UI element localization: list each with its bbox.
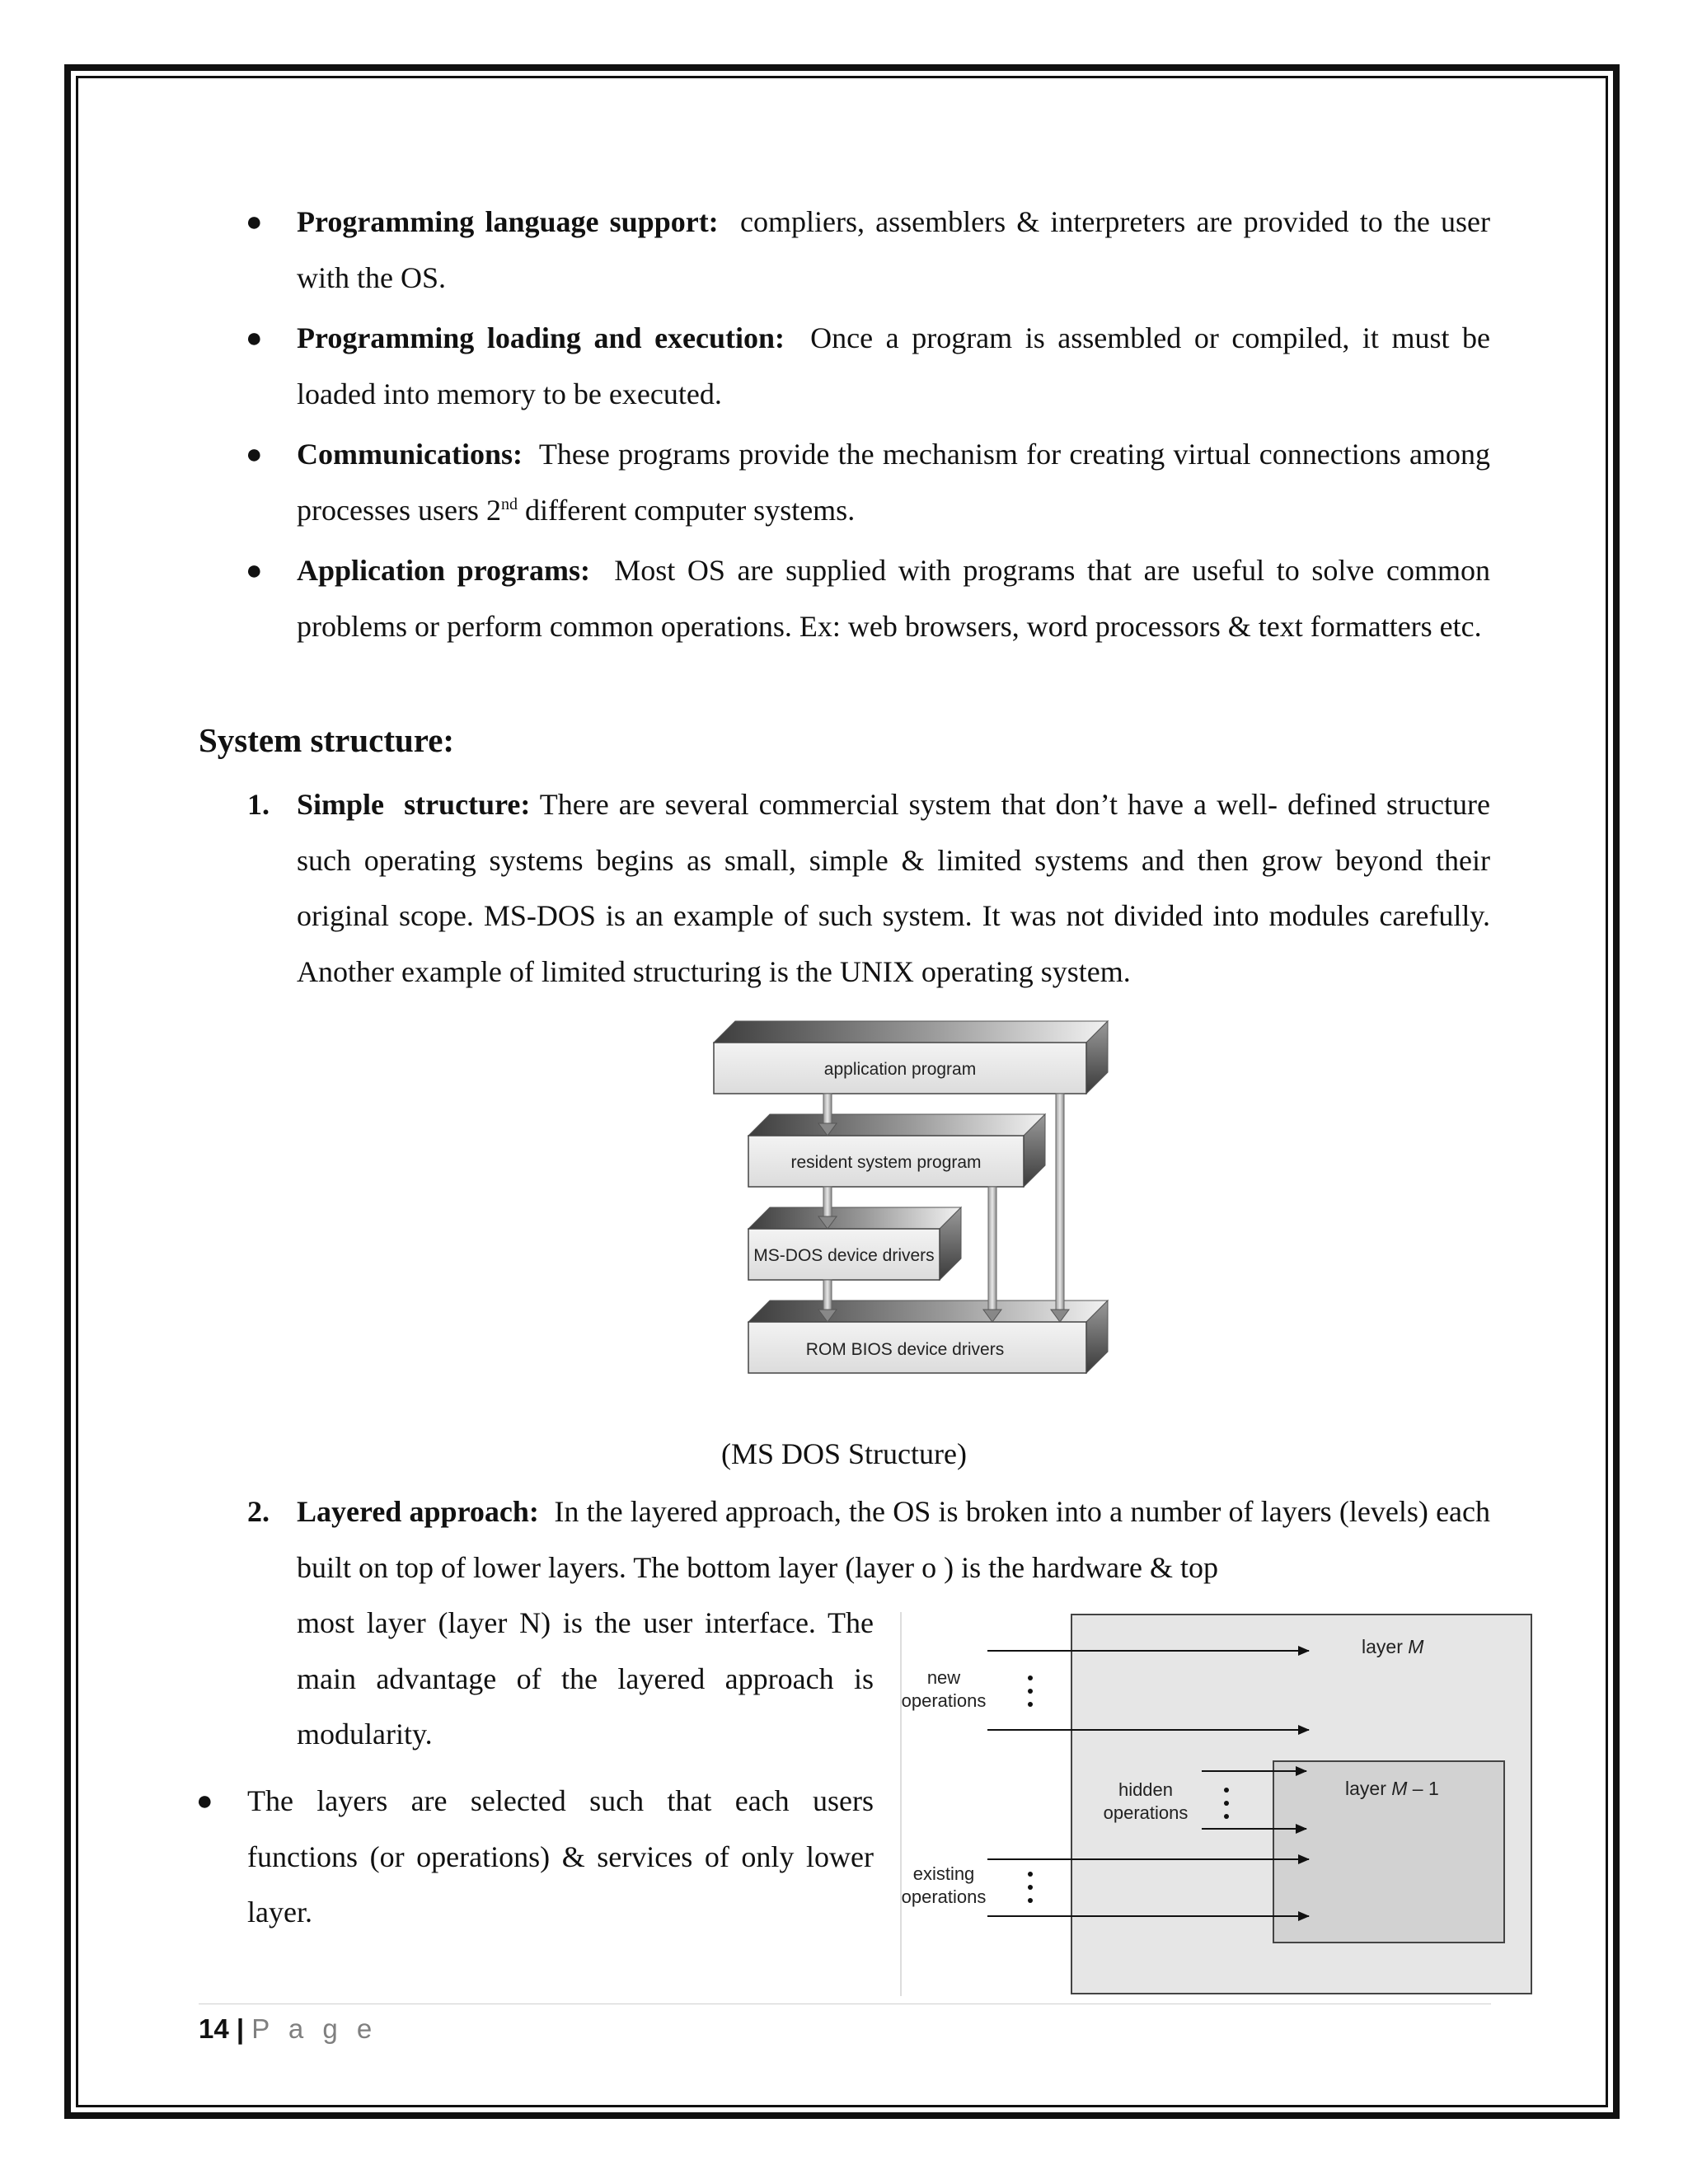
bullet-term: Application programs: — [297, 554, 590, 587]
footer-separator: | — [236, 2013, 245, 2044]
item-number: 2. — [247, 1495, 270, 1528]
section-heading: System structure: — [199, 721, 455, 759]
item-simple-structure — [297, 777, 1490, 1000]
layer-m-1-label: layer M – 1 — [1345, 1778, 1439, 1799]
arrow — [1051, 1094, 1069, 1322]
layered-approach-diagram — [898, 1610, 1533, 1998]
item-text: There are several commercial system that don’t have a well- defined structure such operating systems begins as small, simple & limited systems and then grow beyond their original scope. MS-DOS is an example of such system. It was not divided into modules carefully. Another example of limited structuring is the UNIX operating system. — [297, 788, 1490, 988]
box-msdos-device-drivers — [748, 1207, 961, 1280]
item-text: In the layered approach, the OS is broken into a number of layers (levels) each built on top of lower layers. The bottom layer (layer o ) is the hardware & top — [297, 1495, 1491, 1584]
superscript: nd — [500, 494, 518, 513]
box-label: resident system program — [790, 1153, 982, 1172]
bullet-text: These programs provide the mechanism for creating virtual connections among processes users 2 — [297, 438, 1490, 527]
bullet-dot: ● — [246, 207, 263, 237]
bullet-text: Most OS are supplied with programs that are useful to solve common problems or perform common operations. Ex: web browsers, word processors & text formatters etc. — [297, 554, 1491, 643]
msdos-structure-diagram — [701, 1012, 1121, 1391]
bullet-dot: ● — [246, 439, 263, 470]
item-layered-approach-line1 — [297, 1484, 1490, 1596]
hidden-operations-label-1: hidden — [1118, 1779, 1174, 1800]
new-operations-label-2: operations — [901, 1690, 987, 1711]
bullet-term: Programming loading and execution: — [297, 321, 785, 354]
box-resident-system-program — [748, 1114, 1045, 1187]
box-application-program — [714, 1021, 1108, 1094]
bullet-term: Programming language support: — [297, 205, 719, 238]
figure-caption: (MS DOS Structure) — [721, 1437, 967, 1470]
bullet-dot: ● — [246, 555, 263, 586]
page-word: P a g e — [251, 2013, 378, 2044]
bullet-layers-selected: The layers are selected such that each users functions (or operations) & services of only lower layer. — [247, 1784, 874, 1929]
item-number: 1. — [247, 788, 270, 821]
item-layered-approach-rest: most layer (layer N) is the user interface. The main advantage of the layered approach is modularity. — [297, 1606, 874, 1750]
page-number: 14 — [199, 2013, 229, 2044]
item-term: Layered approach: — [297, 1495, 539, 1528]
box-label: application program — [823, 1060, 977, 1079]
bullet-programming-language-support — [297, 194, 1490, 306]
bullet-programming-loading — [297, 311, 1490, 422]
item-term: Simple structure: — [297, 788, 531, 821]
hidden-operations-label-2: operations — [1103, 1802, 1189, 1823]
box-label: MS-DOS device drivers — [753, 1246, 935, 1265]
bullet-text: compliers, assemblers & interpreters are provided to the user with the OS. — [297, 205, 1490, 294]
existing-operations-label-2: operations — [901, 1886, 987, 1907]
bullet-communications — [297, 427, 1490, 538]
bullet-text: Once a program is assembled or compiled, it must be loaded into memory to be executed. — [297, 321, 1491, 410]
new-operations-label-1: new — [926, 1667, 961, 1688]
existing-operations-label-1: existing — [912, 1863, 975, 1884]
box-label: ROM BIOS device drivers — [805, 1340, 1005, 1359]
bullet-application-programs — [297, 543, 1490, 654]
bullet-text-after: different computer systems. — [517, 493, 856, 527]
bullet-term: Communications: — [297, 438, 523, 471]
layer-m-label: layer M — [1362, 1636, 1424, 1657]
bullet-dot: ● — [246, 323, 263, 354]
page-footer — [199, 2009, 377, 2049]
bullet-dot: ● — [196, 1786, 213, 1816]
